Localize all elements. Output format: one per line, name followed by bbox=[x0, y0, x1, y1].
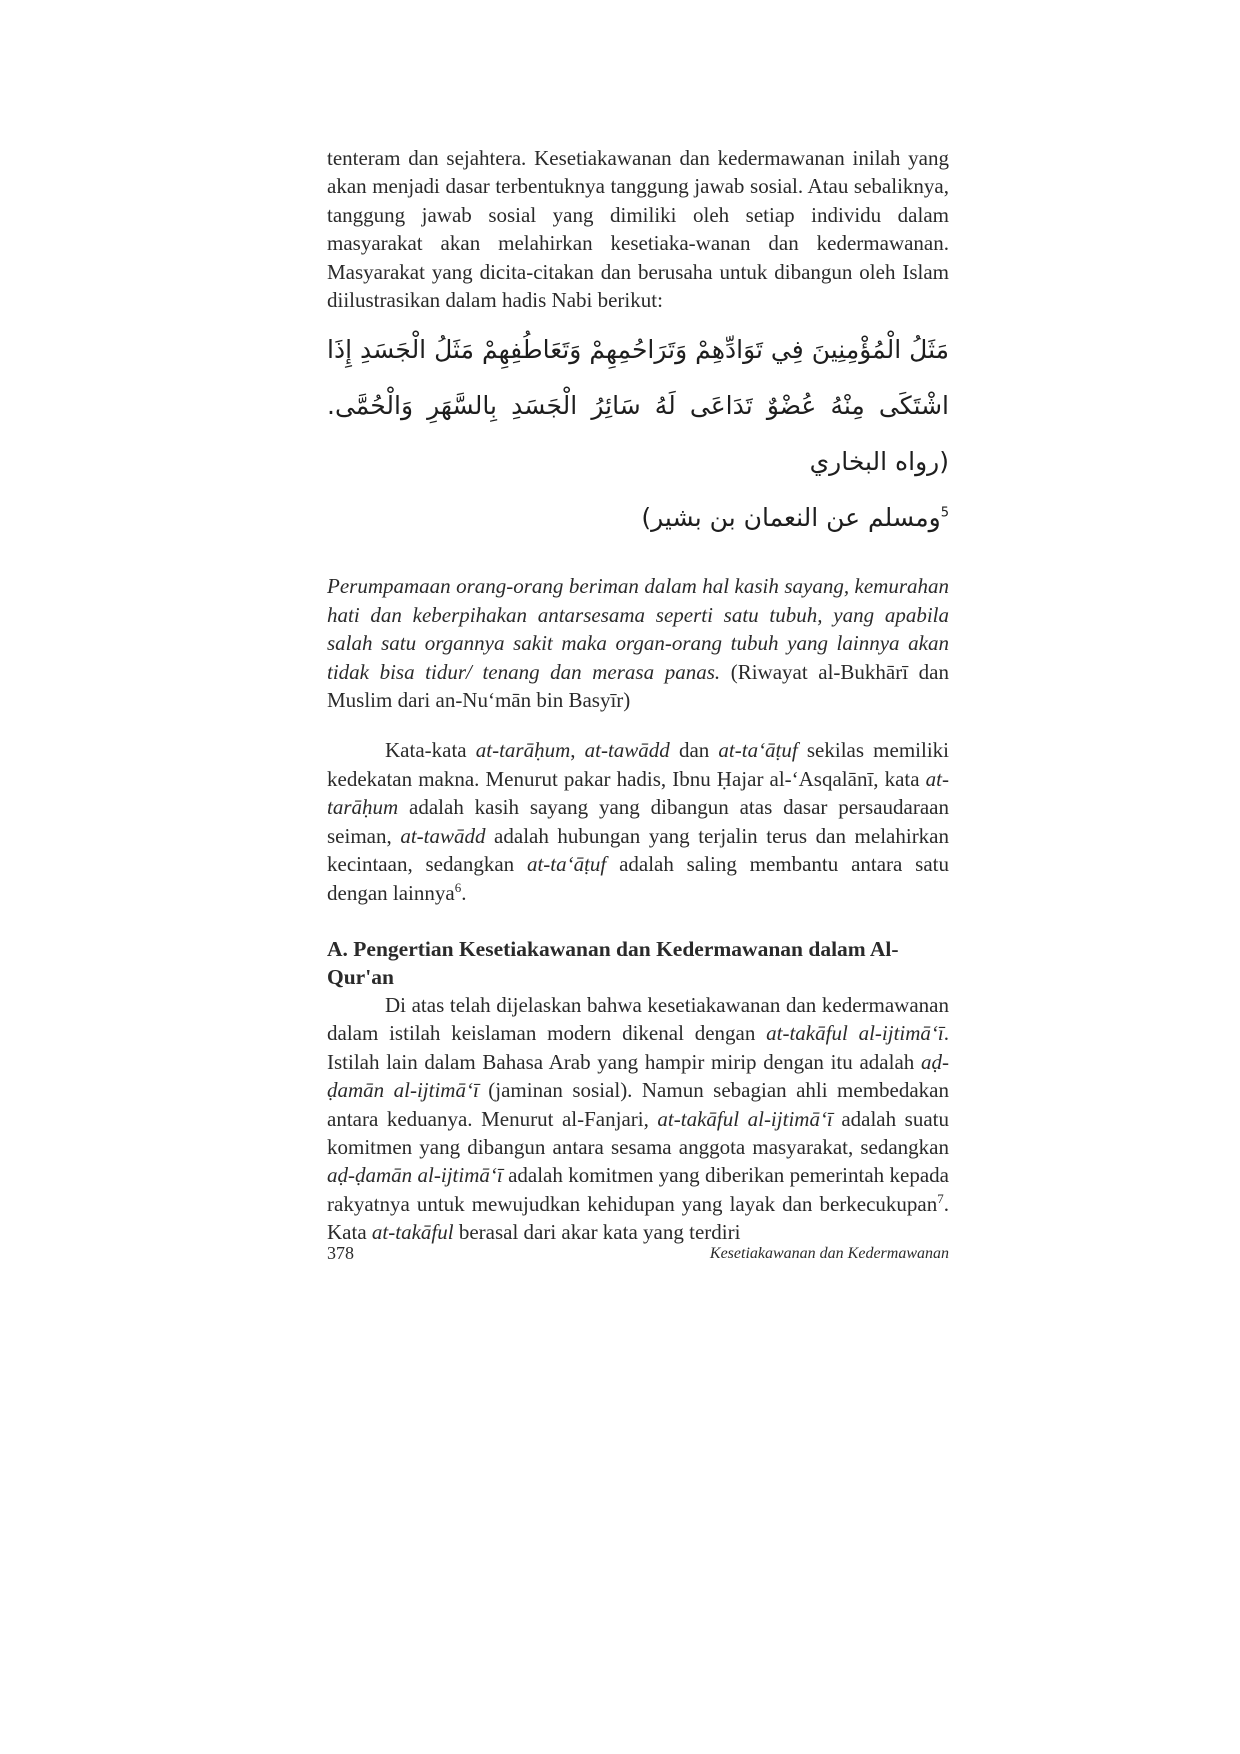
term-italic: aḍ-ḍamān al-ijtimā‘ī bbox=[327, 1049, 949, 1103]
text-run: . Kata bbox=[327, 1191, 949, 1245]
footnote-ref-6: 6 bbox=[454, 879, 462, 895]
text-run: Di atas telah dijelaskan bahwa kesetiakawanan dan kedermawanan dalam istilah keislaman modern dikenal dengan bbox=[327, 992, 949, 1046]
paragraph-intro: tenteram dan sejahtera. Kesetiakawanan dan kedermawanan inilah yang akan menjadi dasar terbentuknya tanggung jawab sosial. Atau sebaliknya, tanggung jawab sosial yang dimiliki oleh setiap individu dalam masyarakat akan melahirkan kesetiaka-wanan dan kedermawanan. Masyarakat yang dicita-citakan dan berusaha untuk dibangun oleh Islam diilustrasikan dalam hadis Nabi berikut: bbox=[327, 146, 949, 313]
footnote-ref-7: 7 bbox=[937, 1190, 944, 1206]
text-run: adalah suatu komitmen yang dibangun antara sesama anggota masyarakat, sedangkan bbox=[327, 1106, 950, 1159]
text-run: berasal dari akar kata yang terdiri bbox=[453, 1220, 741, 1245]
term-italic: at-tawādd bbox=[584, 738, 670, 763]
paragraph-definition bbox=[327, 991, 949, 1247]
paragraph-terms bbox=[327, 736, 949, 906]
running-title: Kesetiakawanan dan Kedermawanan bbox=[709, 1245, 949, 1262]
term-italic: at-tarāḥum bbox=[475, 738, 571, 763]
page-body bbox=[327, 144, 949, 1247]
term-italic: at-tarāḥum bbox=[327, 766, 949, 820]
text-run: adalah hubungan yang terjalin terus dan melahirkan kecintaan, sedangkan bbox=[327, 823, 950, 877]
text-run: . bbox=[461, 880, 467, 905]
term-italic: at-ta‘āṭuf bbox=[526, 852, 607, 877]
hadith-footnote-ref: 5 bbox=[940, 506, 949, 522]
hadith-arabic-source-text: ومسلم عن النعمان بن بشير) bbox=[641, 503, 941, 533]
text-run: . Istilah lain dalam Bahasa Arab yang hampir mirip dengan itu adalah bbox=[327, 1021, 949, 1074]
text-run: sekilas memiliki kedekatan makna. Menurut pakar hadis, Ibnu Ḥajar al-‘Asqalānī, kata bbox=[327, 738, 949, 791]
hadith-block bbox=[327, 322, 949, 546]
text-run: adalah kasih sayang yang dibangun atas dasar persaudaraan seiman, bbox=[327, 795, 949, 848]
hadith-arabic-text: مَثَلُ الْمُؤْمِنِينَ فِي تَوَادِّهِمْ وَتَرَاحُمِهِمْ وَتَعَاطُفِهِمْ مَثَلُ الْجَسَدِ إِذَا اشْتَكَى مِنْهُ عُضْوٌ تَدَاعَى لَهُ سَائِرُ الْجَسَدِ بِالسَّهَرِ وَالْحُمَّى. (رواه البخاري bbox=[327, 335, 949, 477]
term-italic: at-ta‘āṭuf bbox=[718, 738, 798, 763]
page-number: 378 bbox=[327, 1243, 354, 1263]
term-italic: at-tawādd bbox=[400, 823, 486, 848]
translation-italic: Perumpamaan orang-orang beriman dalam hal kasih sayang, kemurahan hati dan keberpihakan antarsesama seperti satu tubuh, yang apabila salah satu organnya sakit maka organ-orang tubuh yang lainnya akan tidak bisa tidur/ tenang dan merasa panas. bbox=[327, 574, 949, 684]
section-heading: A. Pengertian Kesetiakawanan dan Kedermawanan dalam Al-Qur'an bbox=[327, 936, 899, 989]
term-italic: at-takāful al-ijtimā‘ī bbox=[657, 1106, 833, 1131]
text-run: adalah saling membantu antara satu dengan lainnya bbox=[327, 852, 949, 905]
term-italic: at-takāful bbox=[371, 1220, 454, 1245]
text-run: adalah komitmen yang diberikan pemerintah kepada rakyatnya untuk mewujudkan kehidupan yang layak dan berkecukupan bbox=[327, 1163, 949, 1216]
text-run: dan bbox=[669, 738, 719, 763]
term-italic: at-takāful al-ijtimā‘ī bbox=[766, 1021, 944, 1046]
text-run: Kata-kata bbox=[385, 738, 476, 763]
term-italic: aḍ-ḍamān al-ijtimā‘ī bbox=[327, 1163, 503, 1188]
hadith-arabic-source bbox=[327, 490, 949, 546]
hadith-translation bbox=[327, 572, 949, 714]
text-run: (jaminan sosial). Namun sebagian ahli membedakan antara keduanya. Menurut al-Fanjari, bbox=[327, 1078, 950, 1131]
text-run: , bbox=[570, 738, 585, 763]
translation-source: (Riwayat al-Bukhārī dan Muslim dari an-Nu‘mān bin Basyīr) bbox=[327, 659, 949, 713]
